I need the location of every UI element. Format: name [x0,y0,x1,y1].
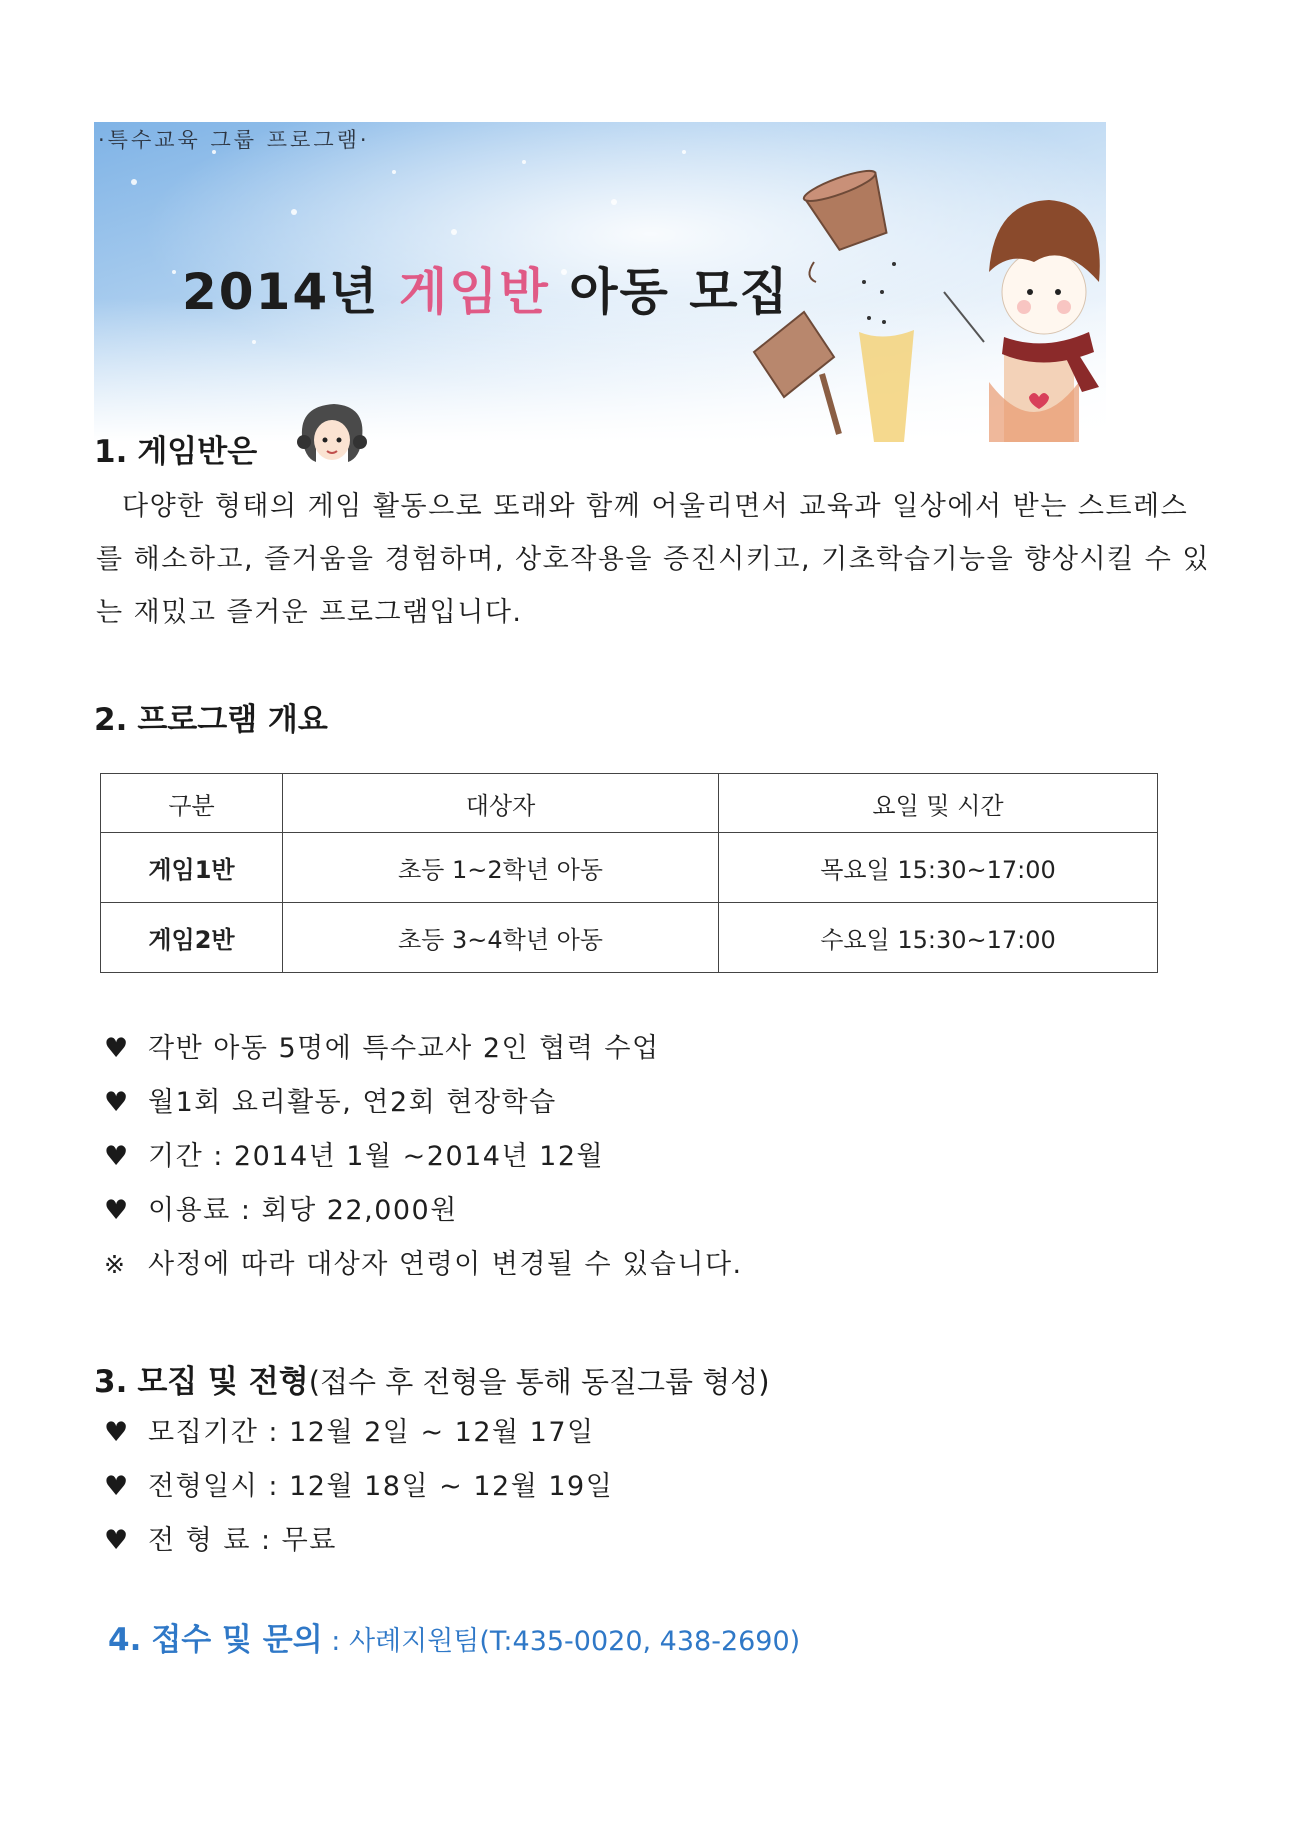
section2-bullets [104,1022,743,1292]
header-category: 구분 [101,774,283,833]
banner-title-accent: 게임반 [398,263,550,321]
section4-contact: : 사례지원팀(T:435-0020, 438-2690) [322,1626,801,1657]
table-header-row [101,774,1158,833]
list-item: ♥ 각반 아동 5명에 특수교사 2인 협력 수업 [104,1022,743,1076]
section2-number: 2. [94,702,128,738]
heart-icon: ♥ [104,1087,130,1118]
header-target: 대상자 [283,774,719,833]
program-overview-table [100,773,1158,973]
heart-icon: ♥ [104,1141,130,1172]
row1-schedule: 목요일 15:30~17:00 [719,833,1158,903]
girl-face-icon [292,398,372,468]
section3-bullets [104,1406,613,1568]
banner-title-part1: 2014년 [182,263,399,321]
heart-icon: ♥ [104,1195,130,1226]
list-item: ♥ 월1회 요리활동, 연2회 현장학습 [104,1076,743,1130]
section4-heading [108,1614,800,1659]
section1-title: 게임반은 [137,434,258,470]
list-item: ♥ 전형일시 : 12월 18일 ~ 12월 19일 [104,1460,613,1514]
banner-subtitle: ·특수교육 그룹 프로그램· [98,128,370,152]
section3-number: 3. [94,1364,128,1400]
section4-title: 접수 및 문의 [151,1622,323,1658]
section1-number: 1. [94,434,128,470]
reference-mark-icon: ※ [104,1250,127,1279]
heart-icon: ♥ [104,1033,130,1064]
list-item: ♥ 전 형 료 : 무료 [104,1514,613,1568]
section1-body: 다양한 형태의 게임 활동으로 또래와 함께 어울리면서 교육과 일상에서 받는 스트레스를 해소하고, 즐거움을 경험하며, 상호작용을 증진시키고, 기초학습기능을 향상시킬 수 있는 재밌고 즐거운 프로그램입니다. [96,491,1210,628]
list-item: ♥ 기간 : 2014년 1월 ~2014년 12월 [104,1130,743,1184]
heart-icon: ♥ [104,1471,130,1502]
table-row [101,833,1158,903]
list-item: ♥ 모집기간 : 12월 2일 ~ 12월 17일 [104,1406,613,1460]
heart-icon: ♥ [104,1525,130,1556]
row2-schedule: 수요일 15:30~17:00 [719,903,1158,973]
banner-title-part2: 아동 모집 [549,263,790,321]
banner [94,122,1106,442]
row1-target: 초등 1~2학년 아동 [283,833,719,903]
section3-title-note: (접수 후 전형을 통해 동질그룹 형성) [308,1365,770,1399]
banner-title [182,252,790,324]
bucket-icon [801,165,896,255]
section2-heading [94,694,328,739]
table-row [101,903,1158,973]
section4-number: 4. [108,1622,142,1658]
section3-heading [94,1356,770,1401]
header-schedule: 요일 및 시간 [719,774,1158,833]
heart-icon: ♥ [104,1417,130,1448]
row1-class: 게임1반 [101,833,283,903]
section2-title: 프로그램 개요 [137,702,328,738]
row2-class: 게임2반 [101,903,283,973]
shovel-icon [754,312,839,434]
snowman-illustration [734,142,1106,442]
section1-heading [94,426,257,471]
snowman-girl [989,200,1100,442]
row2-target: 초등 3~4학년 아동 [283,903,719,973]
list-item: ♥ 이용료 : 회당 22,000원 [104,1184,743,1238]
note-item: ※ 사정에 따라 대상자 연령이 변경될 수 있습니다. [104,1238,743,1292]
section3-title: 모집 및 전형 [137,1364,309,1400]
